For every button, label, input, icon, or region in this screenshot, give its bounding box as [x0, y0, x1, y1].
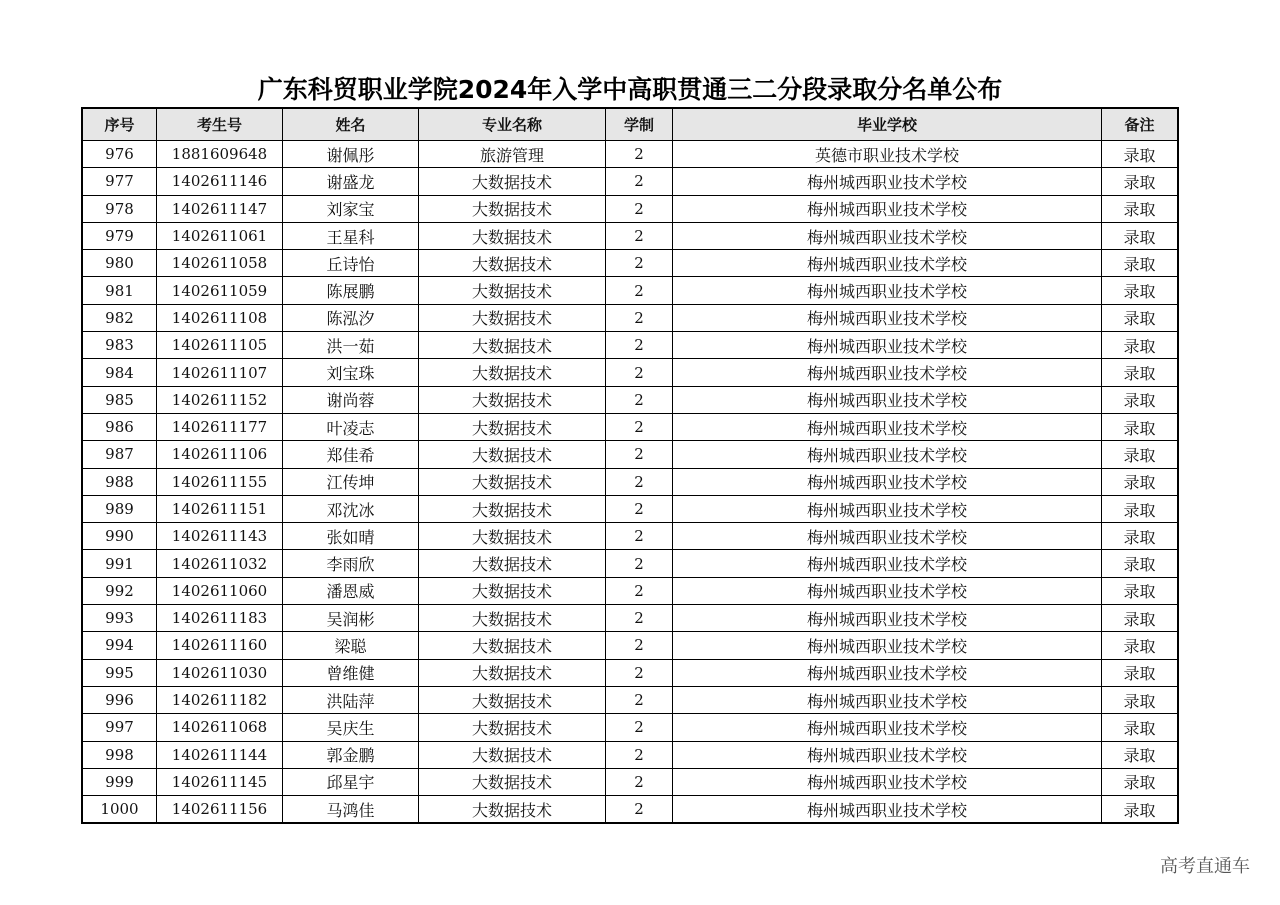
cell-exam-number: 1402611030	[157, 659, 283, 686]
cell-index: 995	[83, 659, 157, 686]
cell-exam-number: 1402611152	[157, 386, 283, 413]
cell-name: 邓沈冰	[283, 495, 419, 522]
cell-duration: 2	[606, 577, 673, 604]
table-row	[83, 577, 1178, 604]
cell-school: 梅州城西职业技术学校	[673, 332, 1102, 359]
cell-name: 刘宝珠	[283, 359, 419, 386]
cell-major: 大数据技术	[419, 686, 606, 713]
cell-duration: 2	[606, 277, 673, 304]
cell-name: 洪一茹	[283, 332, 419, 359]
cell-school: 梅州城西职业技术学校	[673, 386, 1102, 413]
col-header-duration: 学制	[606, 109, 673, 141]
cell-name: 吴润彬	[283, 605, 419, 632]
table-row	[83, 632, 1178, 659]
table-row	[83, 768, 1178, 795]
cell-remark: 录取	[1102, 332, 1178, 359]
cell-major: 大数据技术	[419, 332, 606, 359]
cell-name: 郑佳希	[283, 441, 419, 468]
table-body	[83, 141, 1178, 823]
cell-remark: 录取	[1102, 495, 1178, 522]
cell-index: 977	[83, 168, 157, 195]
table-row	[83, 495, 1178, 522]
table-row	[83, 605, 1178, 632]
cell-remark: 录取	[1102, 304, 1178, 331]
cell-school: 梅州城西职业技术学校	[673, 441, 1102, 468]
table-row	[83, 741, 1178, 768]
cell-remark: 录取	[1102, 413, 1178, 440]
cell-duration: 2	[606, 605, 673, 632]
cell-remark: 录取	[1102, 605, 1178, 632]
admission-table	[82, 108, 1178, 823]
cell-remark: 录取	[1102, 250, 1178, 277]
cell-name: 陈展鹏	[283, 277, 419, 304]
cell-major: 大数据技术	[419, 195, 606, 222]
cell-duration: 2	[606, 195, 673, 222]
table-row	[83, 550, 1178, 577]
table-row	[83, 304, 1178, 331]
cell-remark: 录取	[1102, 168, 1178, 195]
cell-school: 梅州城西职业技术学校	[673, 577, 1102, 604]
cell-major: 大数据技术	[419, 495, 606, 522]
cell-exam-number: 1402611058	[157, 250, 283, 277]
cell-duration: 2	[606, 413, 673, 440]
cell-duration: 2	[606, 304, 673, 331]
cell-remark: 录取	[1102, 468, 1178, 495]
cell-duration: 2	[606, 523, 673, 550]
cell-exam-number: 1402611068	[157, 714, 283, 741]
col-header-name: 姓名	[283, 109, 419, 141]
table-row	[83, 686, 1178, 713]
cell-name: 谢尚蓉	[283, 386, 419, 413]
table-row	[83, 796, 1178, 823]
cell-exam-number: 1402611147	[157, 195, 283, 222]
cell-school: 梅州城西职业技术学校	[673, 768, 1102, 795]
cell-major: 大数据技术	[419, 386, 606, 413]
cell-duration: 2	[606, 386, 673, 413]
cell-duration: 2	[606, 632, 673, 659]
cell-school: 梅州城西职业技术学校	[673, 605, 1102, 632]
cell-exam-number: 1402611144	[157, 741, 283, 768]
cell-remark: 录取	[1102, 768, 1178, 795]
cell-duration: 2	[606, 796, 673, 823]
cell-school: 梅州城西职业技术学校	[673, 413, 1102, 440]
cell-duration: 2	[606, 714, 673, 741]
cell-duration: 2	[606, 168, 673, 195]
cell-duration: 2	[606, 468, 673, 495]
col-header-major: 专业名称	[419, 109, 606, 141]
cell-name: 洪陆萍	[283, 686, 419, 713]
cell-remark: 录取	[1102, 577, 1178, 604]
col-header-exam-number: 考生号	[157, 109, 283, 141]
cell-name: 邱星宇	[283, 768, 419, 795]
col-header-school: 毕业学校	[673, 109, 1102, 141]
cell-name: 吴庆生	[283, 714, 419, 741]
cell-index: 992	[83, 577, 157, 604]
cell-exam-number: 1402611146	[157, 168, 283, 195]
cell-school: 梅州城西职业技术学校	[673, 686, 1102, 713]
cell-remark: 录取	[1102, 141, 1178, 168]
watermark: 高考直通车	[1160, 856, 1250, 877]
cell-major: 大数据技术	[419, 468, 606, 495]
cell-school: 梅州城西职业技术学校	[673, 714, 1102, 741]
cell-major: 大数据技术	[419, 304, 606, 331]
cell-name: 陈泓汐	[283, 304, 419, 331]
cell-exam-number: 1402611160	[157, 632, 283, 659]
cell-remark: 录取	[1102, 386, 1178, 413]
cell-index: 991	[83, 550, 157, 577]
cell-index: 993	[83, 605, 157, 632]
table-row	[83, 523, 1178, 550]
table-row	[83, 222, 1178, 249]
cell-index: 983	[83, 332, 157, 359]
cell-remark: 录取	[1102, 277, 1178, 304]
cell-remark: 录取	[1102, 714, 1178, 741]
cell-school: 梅州城西职业技术学校	[673, 304, 1102, 331]
cell-major: 大数据技术	[419, 605, 606, 632]
cell-index: 996	[83, 686, 157, 713]
table-header-row	[83, 109, 1178, 141]
cell-school: 梅州城西职业技术学校	[673, 222, 1102, 249]
cell-duration: 2	[606, 141, 673, 168]
cell-major: 大数据技术	[419, 768, 606, 795]
cell-school: 梅州城西职业技术学校	[673, 796, 1102, 823]
cell-exam-number: 1881609648	[157, 141, 283, 168]
cell-index: 989	[83, 495, 157, 522]
cell-exam-number: 1402611182	[157, 686, 283, 713]
cell-school: 梅州城西职业技术学校	[673, 359, 1102, 386]
cell-index: 976	[83, 141, 157, 168]
cell-remark: 录取	[1102, 359, 1178, 386]
cell-major: 大数据技术	[419, 632, 606, 659]
cell-name: 郭金鹏	[283, 741, 419, 768]
cell-index: 986	[83, 413, 157, 440]
cell-name: 张如晴	[283, 523, 419, 550]
cell-major: 大数据技术	[419, 577, 606, 604]
table-row	[83, 168, 1178, 195]
cell-duration: 2	[606, 550, 673, 577]
cell-remark: 录取	[1102, 222, 1178, 249]
cell-remark: 录取	[1102, 441, 1178, 468]
cell-exam-number: 1402611060	[157, 577, 283, 604]
table-row	[83, 332, 1178, 359]
cell-exam-number: 1402611108	[157, 304, 283, 331]
cell-index: 990	[83, 523, 157, 550]
cell-duration: 2	[606, 659, 673, 686]
cell-exam-number: 1402611155	[157, 468, 283, 495]
cell-index: 987	[83, 441, 157, 468]
cell-index: 994	[83, 632, 157, 659]
cell-school: 梅州城西职业技术学校	[673, 741, 1102, 768]
cell-major: 大数据技术	[419, 277, 606, 304]
table-row	[83, 277, 1178, 304]
table-row	[83, 468, 1178, 495]
cell-index: 1000	[83, 796, 157, 823]
cell-duration: 2	[606, 222, 673, 249]
cell-school: 梅州城西职业技术学校	[673, 468, 1102, 495]
cell-duration: 2	[606, 495, 673, 522]
cell-major: 大数据技术	[419, 714, 606, 741]
cell-duration: 2	[606, 250, 673, 277]
cell-major: 大数据技术	[419, 359, 606, 386]
cell-major: 大数据技术	[419, 250, 606, 277]
cell-major: 大数据技术	[419, 523, 606, 550]
cell-duration: 2	[606, 741, 673, 768]
cell-index: 984	[83, 359, 157, 386]
cell-school: 梅州城西职业技术学校	[673, 195, 1102, 222]
cell-name: 刘家宝	[283, 195, 419, 222]
cell-name: 丘诗怡	[283, 250, 419, 277]
table-row	[83, 659, 1178, 686]
table-row	[83, 141, 1178, 168]
cell-major: 旅游管理	[419, 141, 606, 168]
cell-remark: 录取	[1102, 796, 1178, 823]
cell-name: 曾维健	[283, 659, 419, 686]
table-row	[83, 359, 1178, 386]
cell-major: 大数据技术	[419, 168, 606, 195]
cell-exam-number: 1402611145	[157, 768, 283, 795]
cell-name: 叶凌志	[283, 413, 419, 440]
cell-duration: 2	[606, 332, 673, 359]
cell-name: 梁聪	[283, 632, 419, 659]
cell-remark: 录取	[1102, 686, 1178, 713]
cell-name: 谢佩彤	[283, 141, 419, 168]
cell-exam-number: 1402611107	[157, 359, 283, 386]
cell-index: 980	[83, 250, 157, 277]
table-row	[83, 441, 1178, 468]
cell-school: 梅州城西职业技术学校	[673, 550, 1102, 577]
cell-remark: 录取	[1102, 523, 1178, 550]
cell-duration: 2	[606, 768, 673, 795]
cell-major: 大数据技术	[419, 550, 606, 577]
cell-index: 998	[83, 741, 157, 768]
cell-exam-number: 1402611061	[157, 222, 283, 249]
cell-name: 王星科	[283, 222, 419, 249]
cell-school: 梅州城西职业技术学校	[673, 659, 1102, 686]
cell-school: 梅州城西职业技术学校	[673, 523, 1102, 550]
cell-duration: 2	[606, 686, 673, 713]
col-header-index: 序号	[83, 109, 157, 141]
cell-index: 985	[83, 386, 157, 413]
cell-index: 979	[83, 222, 157, 249]
cell-major: 大数据技术	[419, 741, 606, 768]
cell-index: 997	[83, 714, 157, 741]
cell-remark: 录取	[1102, 741, 1178, 768]
cell-major: 大数据技术	[419, 441, 606, 468]
cell-school: 梅州城西职业技术学校	[673, 632, 1102, 659]
cell-school: 梅州城西职业技术学校	[673, 168, 1102, 195]
cell-name: 江传坤	[283, 468, 419, 495]
cell-major: 大数据技术	[419, 659, 606, 686]
cell-exam-number: 1402611143	[157, 523, 283, 550]
cell-index: 981	[83, 277, 157, 304]
page-title: 广东科贸职业学院2024年入学中高职贯通三二分段录取分名单公布	[257, 75, 1003, 104]
cell-major: 大数据技术	[419, 796, 606, 823]
col-header-remark: 备注	[1102, 109, 1178, 141]
cell-remark: 录取	[1102, 632, 1178, 659]
cell-name: 潘恩威	[283, 577, 419, 604]
table-row	[83, 386, 1178, 413]
cell-remark: 录取	[1102, 659, 1178, 686]
table-row	[83, 195, 1178, 222]
cell-exam-number: 1402611106	[157, 441, 283, 468]
cell-remark: 录取	[1102, 550, 1178, 577]
cell-major: 大数据技术	[419, 413, 606, 440]
cell-name: 马鸿佳	[283, 796, 419, 823]
cell-exam-number: 1402611177	[157, 413, 283, 440]
cell-school: 英德市职业技术学校	[673, 141, 1102, 168]
table-row	[83, 250, 1178, 277]
cell-duration: 2	[606, 441, 673, 468]
cell-exam-number: 1402611032	[157, 550, 283, 577]
cell-school: 梅州城西职业技术学校	[673, 277, 1102, 304]
cell-index: 999	[83, 768, 157, 795]
cell-index: 982	[83, 304, 157, 331]
cell-duration: 2	[606, 359, 673, 386]
cell-exam-number: 1402611105	[157, 332, 283, 359]
cell-school: 梅州城西职业技术学校	[673, 495, 1102, 522]
cell-index: 978	[83, 195, 157, 222]
cell-exam-number: 1402611151	[157, 495, 283, 522]
cell-school: 梅州城西职业技术学校	[673, 250, 1102, 277]
cell-name: 谢盛龙	[283, 168, 419, 195]
table-row	[83, 413, 1178, 440]
cell-exam-number: 1402611059	[157, 277, 283, 304]
cell-exam-number: 1402611156	[157, 796, 283, 823]
table-row	[83, 714, 1178, 741]
cell-exam-number: 1402611183	[157, 605, 283, 632]
cell-index: 988	[83, 468, 157, 495]
cell-remark: 录取	[1102, 195, 1178, 222]
cell-major: 大数据技术	[419, 222, 606, 249]
cell-name: 李雨欣	[283, 550, 419, 577]
